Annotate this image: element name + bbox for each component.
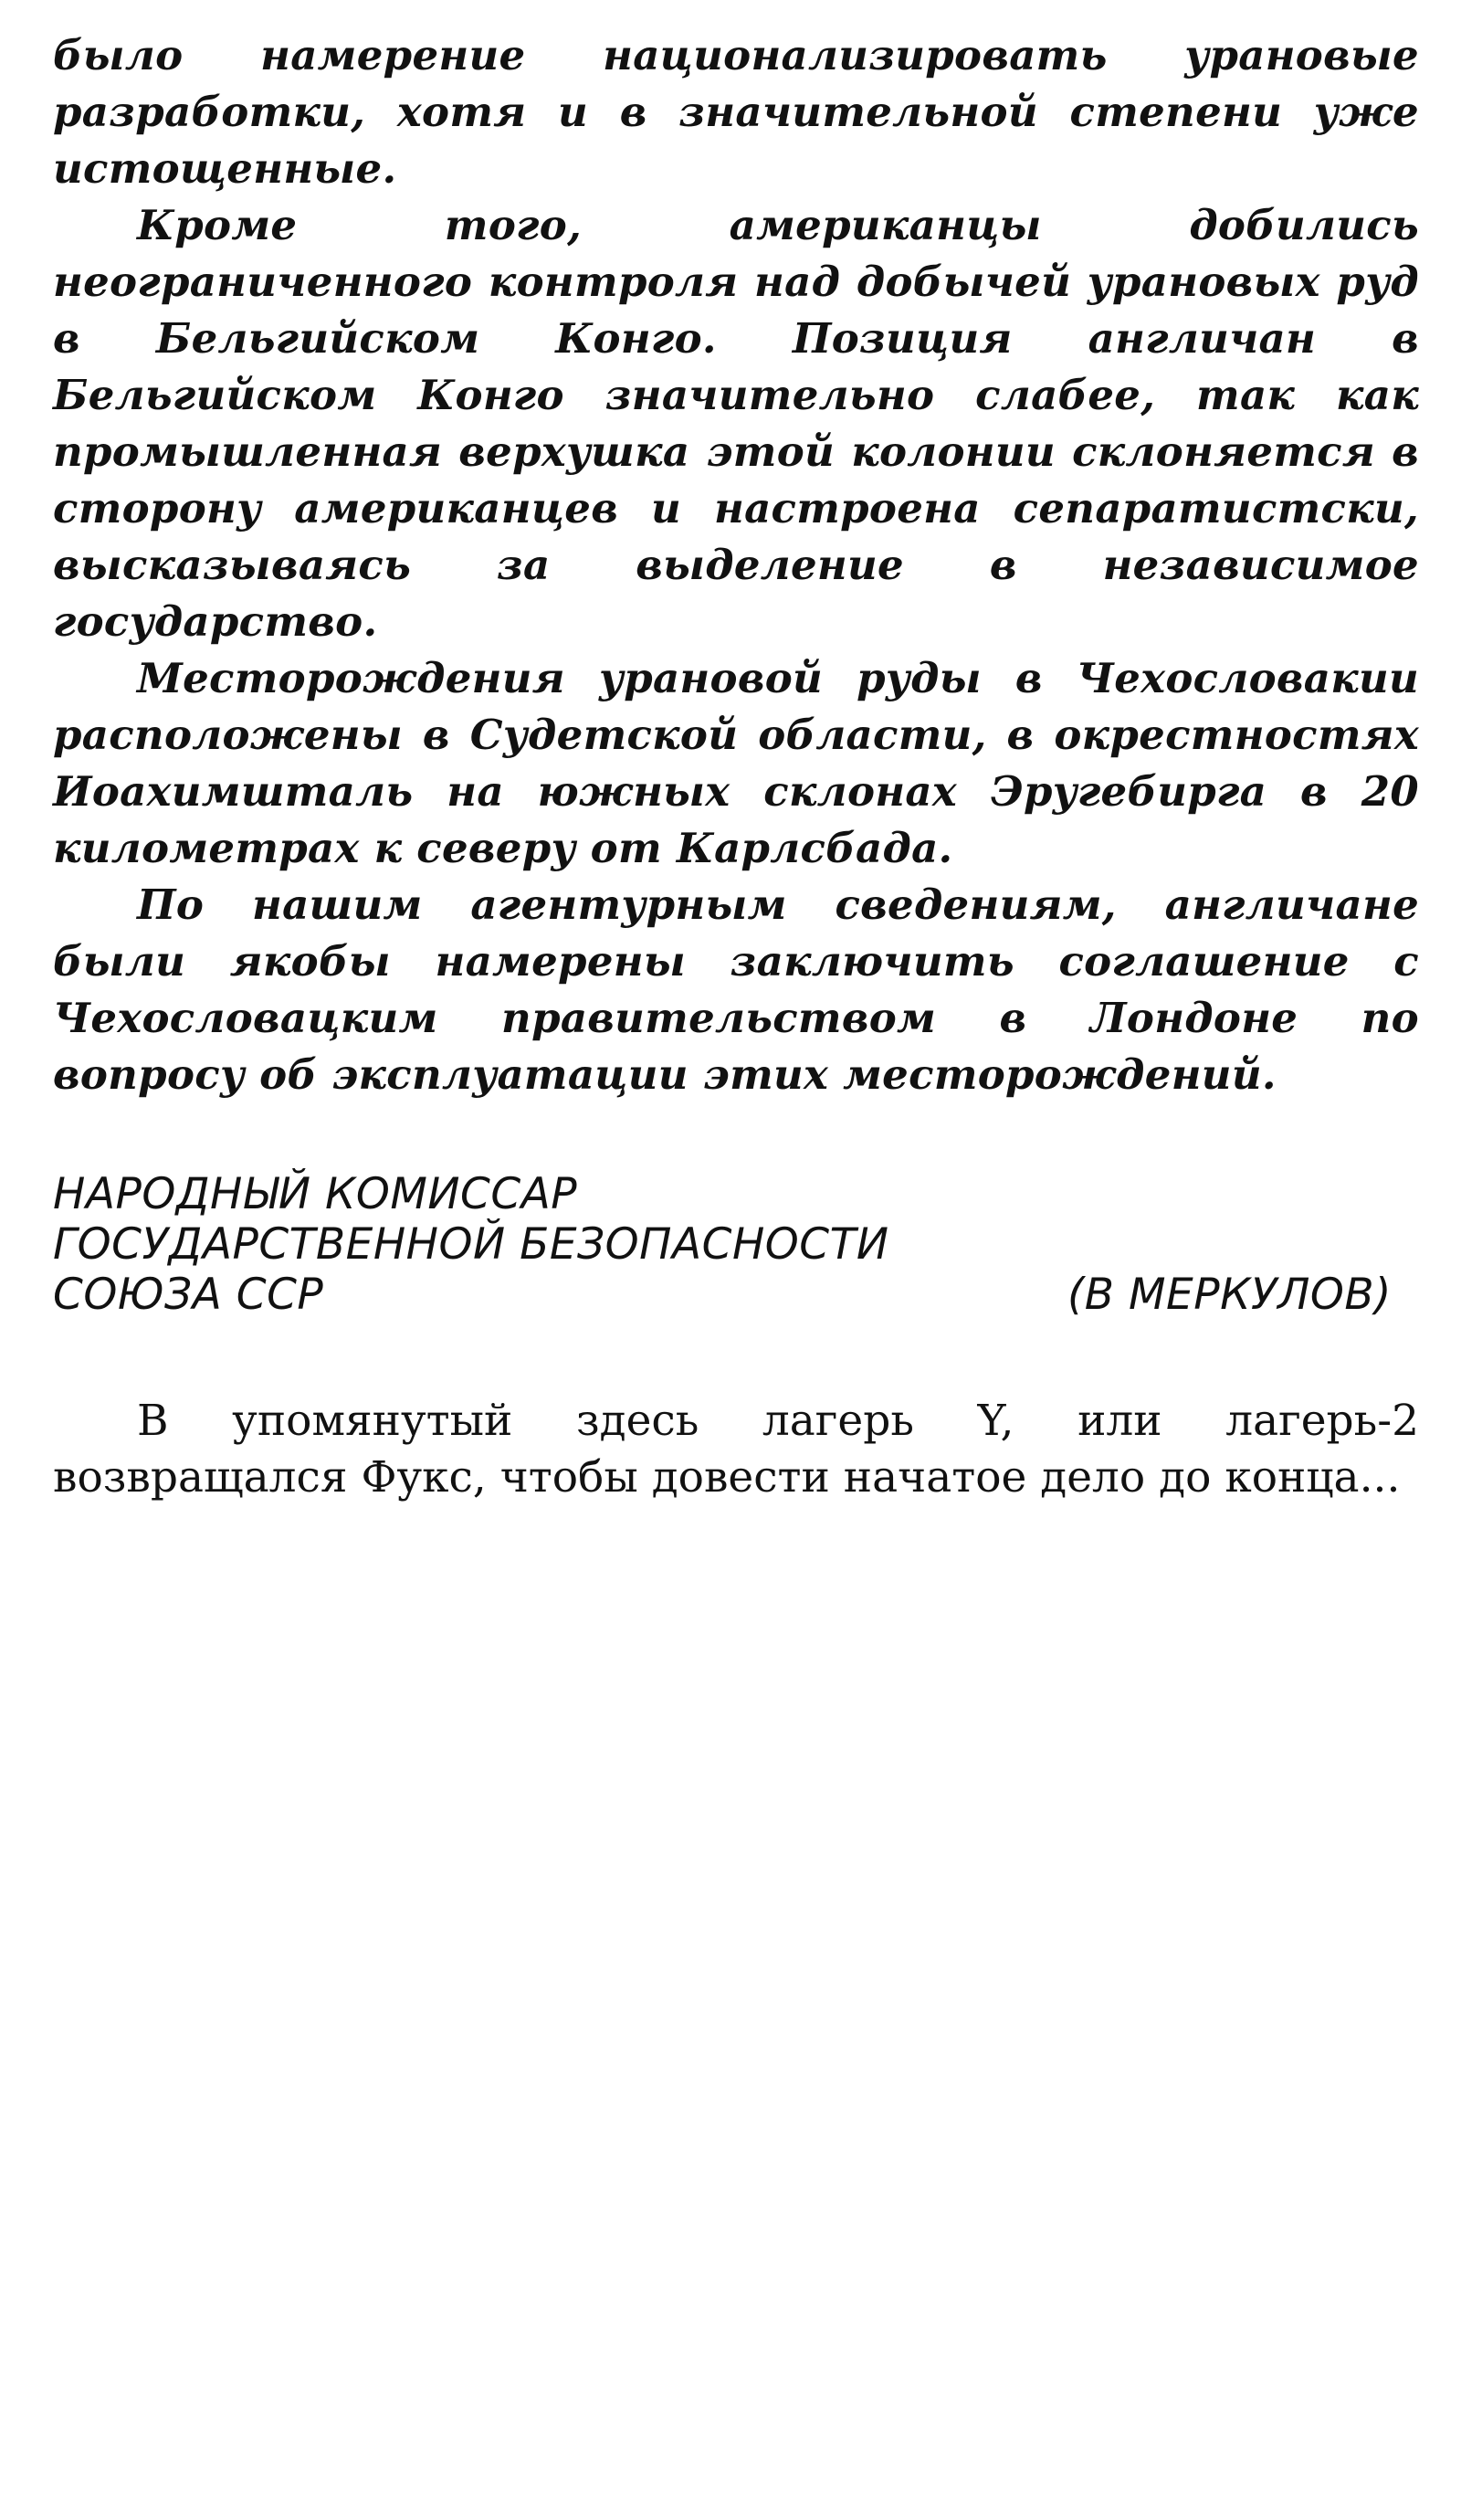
letter-paragraph-continuation: было намерение национализировать урановые разработки, хотя и в значительной степени уже истощенные.	[53, 31, 1419, 193]
quoted-letter	[53, 27, 1419, 1103]
signature-title-line3: СОЮЗА ССР	[53, 1270, 324, 1320]
narrative-paragraph: В упомянутый здесь лагерь Y, или лагерь-2 возвращался Фукс, чтобы довести начатое дело до конца...	[53, 1396, 1419, 1503]
signature-title-line1: НАРОДНЫЙ КОМИССАР	[53, 1169, 578, 1219]
narrative-text	[53, 1393, 1419, 1506]
signature-block	[53, 1169, 1419, 1320]
letter-paragraph-czechoslovakia: Месторождения урановой руды в Чехословакии расположены в Судетской области, в окрестностях Иоахимшталь на южных склонах Эругебирга в 20 километрах к северу от Карлсбада.	[53, 654, 1419, 872]
signature-row	[53, 1270, 1392, 1320]
letter-paragraph-congo: Кроме того, американцы добились неограниченного контроля над добычей урановых руд в Бельгийском Конго. Позиция англичан в Бельгийском Конго значительно слабее, так как промышленная верхушка этой колонии склоняется в сторону американцев и настроена сепаратистски, высказываясь за выделение в независимое государство.	[53, 201, 1419, 646]
document-page	[53, 27, 1419, 1506]
signature-title-line2: ГОСУДАРСТВЕННОЙ БЕЗОПАСНОСТИ	[53, 1219, 889, 1270]
signatory-name: (В МЕРКУЛОВ)	[1067, 1270, 1392, 1320]
letter-paragraph-agent-info: По нашим агентурным сведениям, англичане были якобы намерены заключить соглашение с Чехословацким правительством в Лондоне по вопросу об эксплуатации этих месторождений.	[53, 880, 1419, 1099]
